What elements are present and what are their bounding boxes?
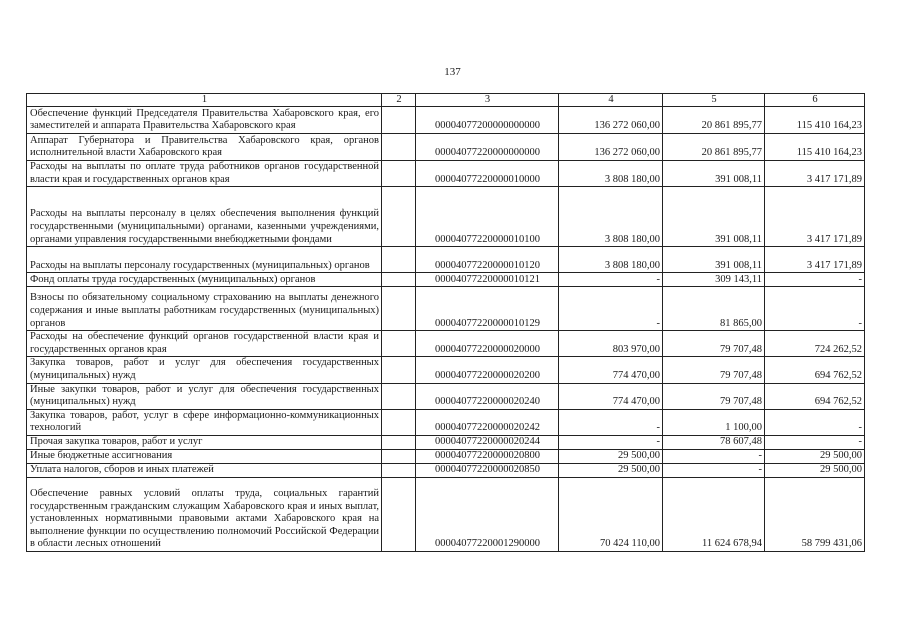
row-value-col6: 115 410 164,23 xyxy=(765,134,865,161)
row-code-cell: 00004077220000020200 xyxy=(416,357,559,383)
row-value-col6: - xyxy=(765,435,865,449)
row-col2-cell xyxy=(382,357,416,383)
row-value-col6: 3 417 171,89 xyxy=(765,247,865,273)
row-value-col5: 81 865,00 xyxy=(663,287,765,331)
table-row xyxy=(27,477,865,551)
row-value-col5: 391 008,11 xyxy=(663,187,765,247)
page-number: 137 xyxy=(444,66,461,78)
budget-table-body xyxy=(27,94,865,552)
table-row xyxy=(27,187,865,247)
row-value-col4: 136 272 060,00 xyxy=(559,134,663,161)
header-col-2: 2 xyxy=(382,94,416,107)
table-row xyxy=(27,247,865,273)
row-value-col5: - xyxy=(663,449,765,463)
row-code-cell: 00004077220000020242 xyxy=(416,409,559,435)
row-value-col6: 29 500,00 xyxy=(765,463,865,477)
table-row xyxy=(27,357,865,383)
row-value-col6: 58 799 431,06 xyxy=(765,477,865,551)
row-col2-cell xyxy=(382,463,416,477)
row-value-col5: - xyxy=(663,463,765,477)
header-col-6: 6 xyxy=(765,94,865,107)
table-row xyxy=(27,331,865,357)
row-code-cell: 00004077220000000000 xyxy=(416,134,559,161)
row-value-col4: 29 500,00 xyxy=(559,463,663,477)
row-code-cell: 00004077220000010120 xyxy=(416,247,559,273)
budget-table xyxy=(26,93,865,552)
row-col2-cell xyxy=(382,435,416,449)
row-code-cell: 00004077220000020800 xyxy=(416,449,559,463)
row-name-cell: Закупка товаров, работ, услуг в сфере информационно-коммуникационных технологий xyxy=(27,409,382,435)
row-code-cell: 00004077220000020244 xyxy=(416,435,559,449)
row-name-cell: Иные закупки товаров, работ и услуг для обеспечения государственных (муниципальных) нужд xyxy=(27,383,382,409)
row-col2-cell xyxy=(382,409,416,435)
row-value-col4: 774 470,00 xyxy=(559,383,663,409)
row-col2-cell xyxy=(382,477,416,551)
row-value-col4: 29 500,00 xyxy=(559,449,663,463)
row-name-cell: Фонд оплаты труда государственных (муниципальных) органов xyxy=(27,273,382,287)
row-code-cell: 00004077220000010100 xyxy=(416,187,559,247)
header-col-3: 3 xyxy=(416,94,559,107)
row-value-col4: - xyxy=(559,409,663,435)
row-code-cell: 00004077220000020240 xyxy=(416,383,559,409)
row-col2-cell xyxy=(382,161,416,187)
row-name-cell: Прочая закупка товаров, работ и услуг xyxy=(27,435,382,449)
row-value-col6: 29 500,00 xyxy=(765,449,865,463)
row-value-col4: - xyxy=(559,273,663,287)
row-col2-cell xyxy=(382,449,416,463)
table-row xyxy=(27,383,865,409)
row-value-col4: 803 970,00 xyxy=(559,331,663,357)
row-value-col5: 391 008,11 xyxy=(663,161,765,187)
row-value-col4: 70 424 110,00 xyxy=(559,477,663,551)
row-code-cell: 00004077200000000000 xyxy=(416,107,559,134)
row-col2-cell xyxy=(382,273,416,287)
row-code-cell: 00004077220000010129 xyxy=(416,287,559,331)
row-value-col5: 20 861 895,77 xyxy=(663,107,765,134)
row-value-col4: 3 808 180,00 xyxy=(559,161,663,187)
row-name-cell: Обеспечение функций Председателя Правительства Хабаровского края, его заместителей и аппарата Правительства Хабаровского края xyxy=(27,107,382,134)
row-value-col6: 115 410 164,23 xyxy=(765,107,865,134)
row-col2-cell xyxy=(382,187,416,247)
row-value-col5: 79 707,48 xyxy=(663,357,765,383)
table-row xyxy=(27,161,865,187)
row-value-col4: 3 808 180,00 xyxy=(559,247,663,273)
row-value-col6: 3 417 171,89 xyxy=(765,187,865,247)
table-row xyxy=(27,107,865,134)
table-row xyxy=(27,463,865,477)
row-value-col6: 724 262,52 xyxy=(765,331,865,357)
row-name-cell: Расходы на выплаты персоналу государственных (муниципальных) органов xyxy=(27,247,382,273)
row-value-col4: - xyxy=(559,435,663,449)
row-name-cell: Расходы на выплаты по оплате труда работников органов государственной власти края и государственных органов края xyxy=(27,161,382,187)
row-value-col5: 78 607,48 xyxy=(663,435,765,449)
row-value-col6: 694 762,52 xyxy=(765,383,865,409)
row-value-col6: 3 417 171,89 xyxy=(765,161,865,187)
row-value-col5: 11 624 678,94 xyxy=(663,477,765,551)
header-col-1: 1 xyxy=(27,94,382,107)
row-value-col6: 694 762,52 xyxy=(765,357,865,383)
row-name-cell: Расходы на обеспечение функций органов государственной власти края и государственных органов края xyxy=(27,331,382,357)
row-name-cell: Закупка товаров, работ и услуг для обеспечения государственных (муниципальных) нужд xyxy=(27,357,382,383)
table-row xyxy=(27,273,865,287)
row-name-cell: Аппарат Губернатора и Правительства Хабаровского края, органов исполнительной власти Хабаровского края xyxy=(27,134,382,161)
row-name-cell: Обеспечение равных условий оплаты труда, социальных гарантий государственным гражданским служащим Хабаровского края и иных выплат, установленных нормативными правовыми актами Хабаровского края на выполнение функции по осуществлению полномочий Российской Федерации в области лесных отношений xyxy=(27,477,382,551)
row-col2-cell xyxy=(382,134,416,161)
row-col2-cell xyxy=(382,287,416,331)
row-name-cell: Расходы на выплаты персоналу в целях обеспечения выполнения функций государственными (муниципальными) органами, казенными учреждениями, органами управления государственными внебюджетными фондами xyxy=(27,187,382,247)
row-code-cell: 00004077220000010121 xyxy=(416,273,559,287)
row-value-col5: 1 100,00 xyxy=(663,409,765,435)
row-name-cell: Уплата налогов, сборов и иных платежей xyxy=(27,463,382,477)
table-row xyxy=(27,287,865,331)
table-row xyxy=(27,449,865,463)
row-value-col5: 391 008,11 xyxy=(663,247,765,273)
table-row xyxy=(27,409,865,435)
row-code-cell: 00004077220001290000 xyxy=(416,477,559,551)
row-value-col5: 79 707,48 xyxy=(663,331,765,357)
row-code-cell: 00004077220000020000 xyxy=(416,331,559,357)
table-row xyxy=(27,134,865,161)
row-value-col5: 79 707,48 xyxy=(663,383,765,409)
row-value-col6: - xyxy=(765,273,865,287)
header-col-5: 5 xyxy=(663,94,765,107)
row-value-col4: 136 272 060,00 xyxy=(559,107,663,134)
row-name-cell: Взносы по обязательному социальному страхованию на выплаты денежного содержания и иные выплаты работникам государственных (муниципальных) органов xyxy=(27,287,382,331)
row-col2-cell xyxy=(382,107,416,134)
row-value-col6: - xyxy=(765,287,865,331)
row-name-cell: Иные бюджетные ассигнования xyxy=(27,449,382,463)
row-value-col4: - xyxy=(559,287,663,331)
row-col2-cell xyxy=(382,247,416,273)
table-row xyxy=(27,435,865,449)
row-col2-cell xyxy=(382,383,416,409)
header-col-4: 4 xyxy=(559,94,663,107)
row-value-col6: - xyxy=(765,409,865,435)
row-col2-cell xyxy=(382,331,416,357)
row-code-cell: 00004077220000020850 xyxy=(416,463,559,477)
row-value-col5: 20 861 895,77 xyxy=(663,134,765,161)
table-header-row xyxy=(27,94,865,107)
row-code-cell: 00004077220000010000 xyxy=(416,161,559,187)
row-value-col4: 774 470,00 xyxy=(559,357,663,383)
row-value-col5: 309 143,11 xyxy=(663,273,765,287)
row-value-col4: 3 808 180,00 xyxy=(559,187,663,247)
